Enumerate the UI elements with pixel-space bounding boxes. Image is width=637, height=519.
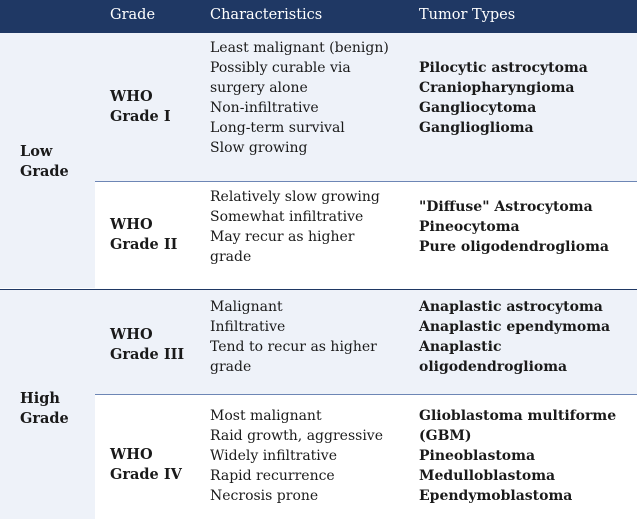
header-characteristics: Characteristics bbox=[210, 7, 323, 23]
divider-group bbox=[0, 289, 637, 290]
divider-row-1 bbox=[95, 181, 637, 182]
characteristics-cell-3: Malignant Infiltrative Tend to recur as higher grade bbox=[210, 299, 377, 375]
grade-cell-4: WHO Grade IV bbox=[110, 446, 182, 483]
characteristics-cell-1: Least malignant (benign) Possibly curable via surgery alone Non-infiltrative Long-term survival Slow growing bbox=[210, 40, 389, 156]
tumor-types-cell-1: Pilocytic astrocytoma Craniopharyngioma Gangliocytoma Ganglioglioma bbox=[419, 60, 588, 136]
group-label-high: High Grade bbox=[20, 390, 69, 427]
group-label-low: Low Grade bbox=[20, 143, 69, 180]
grade-cell-2: WHO Grade II bbox=[110, 216, 178, 253]
characteristics-cell-2: Relatively slow growing Somewhat infiltrative May recur as higher grade bbox=[210, 189, 380, 265]
tumor-types-cell-2: "Diffuse" Astrocytoma Pineocytoma Pure oligodendroglioma bbox=[419, 199, 609, 255]
grade-cell-3: WHO Grade III bbox=[110, 326, 185, 363]
table-header bbox=[0, 0, 637, 33]
grade-cell-1: WHO Grade I bbox=[110, 88, 171, 125]
header-tumor-types: Tumor Types bbox=[419, 7, 516, 23]
divider-row-3 bbox=[95, 394, 637, 395]
tumor-types-cell-3: Anaplastic astrocytoma Anaplastic ependymoma Anaplastic oligodendroglioma bbox=[419, 299, 611, 375]
tumor-types-cell-4: Glioblastoma multiforme (GBM) Pineoblastoma Medulloblastoma Ependymoblastoma bbox=[419, 408, 617, 504]
header-grade: Grade bbox=[110, 7, 156, 23]
characteristics-cell-4: Most malignant Raid growth, aggressive Widely infiltrative Rapid recurrence Necrosis prone bbox=[210, 408, 383, 504]
